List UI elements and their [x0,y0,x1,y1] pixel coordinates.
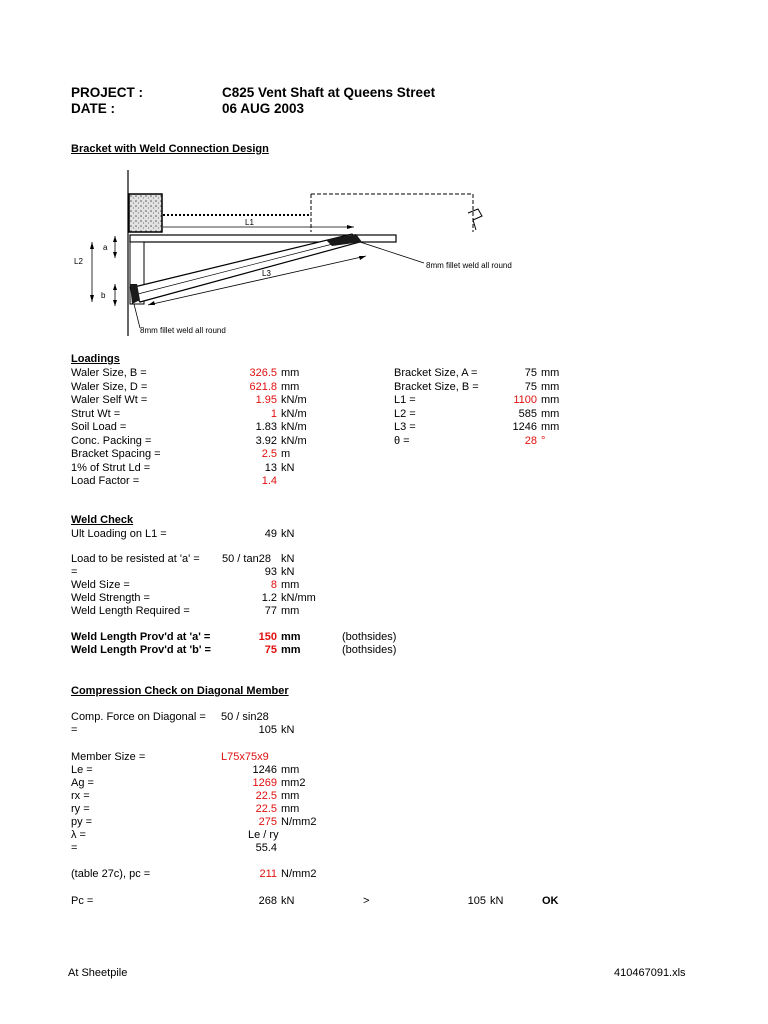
loading-right-unit: mm [541,380,560,393]
Pc-value: 268 [258,895,277,907]
diagonal-member [130,234,360,302]
lambda-formula: Le / ry [248,829,279,841]
loading-left-value: 1.83 [255,421,277,433]
loading-right-value: 585 [518,407,537,420]
loading-right-label: Bracket Size, A = [394,367,478,379]
Pc-unit: kN [281,895,295,907]
loading-left-value: 621.8 [249,380,277,393]
load-resisted-formula: 50 / tan28 [222,553,271,565]
greater-than-symbol: > [363,895,370,907]
Pc-label: Pc = [71,895,94,907]
pc-unit: N/mm2 [281,868,317,880]
weld-note-bottom: 8mm fillet weld all round [140,326,226,335]
loadings-section-title: Loadings [71,353,120,365]
weld-required-value: 77 [264,605,277,617]
loading-left-value: 3.92 [255,434,277,447]
loading-left-value: 1.4 [261,475,277,487]
concrete-packing [129,194,162,232]
weld-size-value: 8 [270,579,277,591]
loading-right-value: 28 [524,434,537,447]
loading-right-unit: ° [541,434,546,447]
weld-prov-a-value: 150 [258,631,277,643]
date-label: DATE : [71,101,115,116]
loading-left-unit: kN [281,461,295,474]
compare-value: 105 [467,895,486,907]
weld-prov-b-note: (bothsides) [342,644,397,656]
L2-label: L2 [74,257,83,266]
compare-unit: kN [490,895,504,907]
project-label: PROJECT : [71,85,144,100]
footer-sheet-name: At Sheetpile [68,967,128,979]
loading-left-label: Waler Self Wt = [71,394,148,406]
L3-label: L3 [262,269,271,278]
weld-prov-b-unit: mm [281,644,301,656]
pc-value: 211 [259,868,277,880]
py-value: 275 [258,816,277,828]
loading-left-value: 326.5 [249,367,277,379]
bracket-diagram [0,0,768,345]
loading-left-label: Load Factor = [71,475,140,487]
loading-right-label: L1 = [394,394,416,406]
loading-right-value: 75 [524,380,537,393]
loading-right-label: L3 = [394,421,416,433]
loading-right-unit: mm [541,367,560,379]
weld-strength-unit: kN/mm [281,592,316,604]
a-label: a [103,243,108,252]
ag-label: Ag = [71,777,94,789]
le-label: Le = [71,764,93,776]
weld-note-right: 8mm fillet weld all round [426,261,512,270]
lambda-eq-label: = [71,842,78,854]
ag-unit: mm2 [281,777,306,789]
loading-left-value: 1 [270,407,277,420]
loading-left-label: Waler Size, B = [71,367,147,379]
ult-loading-value: 49 [264,528,277,540]
weld-section-title: Weld Check [71,514,134,526]
weld-prov-b-value: 75 [264,644,277,656]
loading-left-value: 13 [264,461,277,474]
compression-section-title: Compression Check on Diagonal Member [71,685,289,697]
rx-value: 22.5 [255,790,277,802]
comp-force-eq-label: = [71,724,78,736]
rx-label: rx = [71,790,90,802]
member-size-label: Member Size = [71,751,146,763]
loading-right-label: L2 = [394,407,416,420]
loading-left-label: Conc. Packing = [71,434,152,447]
loading-right-value: 75 [524,367,537,379]
loading-left-label: 1% of Strut Ld = [71,461,151,474]
date-value: 06 AUG 2003 [222,101,305,116]
py-label: py = [71,816,93,828]
loading-left-value: 2.5 [261,448,277,460]
ult-loading-unit: kN [281,528,295,540]
loading-left-label: Waler Size, D = [71,380,148,393]
weld-prov-b-label: Weld Length Prov'd at 'b' = [71,644,211,656]
le-value: 1246 [252,764,277,776]
weld-strength-value: 1.2 [261,592,277,604]
ag-value: 1269 [252,777,277,789]
lambda-value: 55.4 [255,842,277,854]
loading-left-label: Strut Wt = [71,407,121,420]
loading-right-unit: mm [541,407,560,420]
load-resisted-label: Load to be resisted at 'a' = [71,553,200,565]
loading-right-value: 1100 [513,394,537,406]
loading-right-unit: mm [541,394,560,406]
weld-prov-a-unit: mm [281,631,301,643]
loading-left-unit: kN/m [281,421,307,433]
bracket-section-title: Bracket with Weld Connection Design [71,143,269,155]
comp-force-unit: kN [281,724,295,736]
weld-required-unit: mm [281,605,300,617]
weld-prov-a-note: (bothsides) [342,631,397,643]
project-title: C825 Vent Shaft at Queens Street [222,85,436,100]
loading-right-label: θ = [394,434,410,447]
weld-size-unit: mm [281,579,300,591]
load-eq-value: 93 [264,566,277,578]
rx-unit: mm [281,790,300,802]
ult-loading-label: Ult Loading on L1 = [71,528,167,540]
le-unit: mm [281,764,300,776]
loading-left-unit: kN/m [281,407,307,420]
weld-size-label: Weld Size = [71,579,130,591]
loading-left-label: Soil Load = [71,421,127,433]
py-unit: N/mm2 [281,816,317,828]
loading-right-label: Bracket Size, B = [394,380,479,393]
loading-right-unit: mm [541,421,560,433]
comp-force-value: 105 [258,724,277,736]
load-resisted-unit: kN [281,553,295,565]
loading-left-value: 1.95 [255,394,277,406]
comp-force-label: Comp. Force on Diagonal = [71,711,206,723]
comp-force-formula: 50 / sin28 [221,711,269,723]
loading-left-unit: kN/m [281,394,307,406]
pc-label: (table 27c), pc = [71,868,151,880]
ry-unit: mm [281,803,300,815]
weld-strength-label: Weld Strength = [71,592,150,604]
load-eq-label: = [71,566,78,578]
loading-right-value: 1246 [512,421,537,433]
ry-label: ry = [71,803,90,815]
loading-left-unit: mm [281,367,300,379]
ry-value: 22.5 [255,803,277,815]
member-size-value: L75x75x9 [221,751,269,763]
weld-prov-a-label: Weld Length Prov'd at 'a' = [71,631,211,643]
lambda-label: λ = [71,829,86,841]
result-status: OK [542,895,559,907]
loading-left-unit: mm [281,380,300,393]
b-label: b [101,291,106,300]
weld-required-label: Weld Length Required = [71,605,190,617]
load-eq-unit: kN [281,566,295,578]
loading-left-label: Bracket Spacing = [71,448,161,460]
L1-label: L1 [245,218,254,227]
footer-file-name: 410467091.xls [614,967,686,979]
loading-left-unit: kN/m [281,434,307,447]
loading-left-unit: m [281,448,291,460]
